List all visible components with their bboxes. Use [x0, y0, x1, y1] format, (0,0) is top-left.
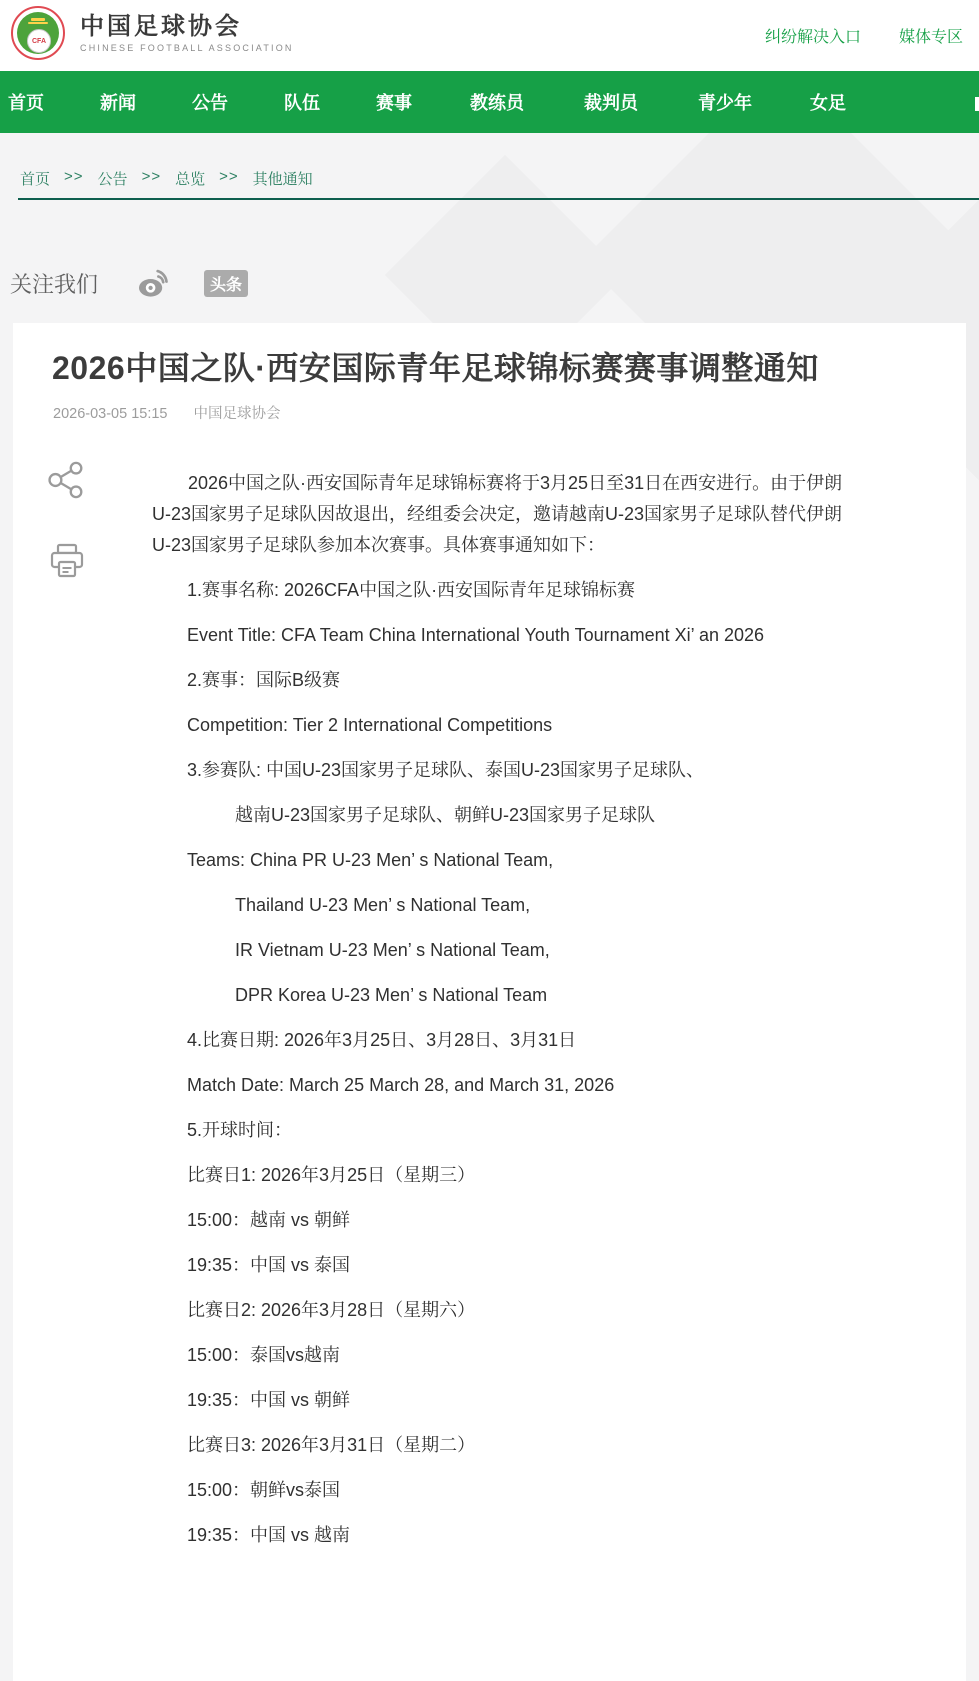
- notice-line: 1.赛事名称: 2026CFA中国之队·西安国际青年足球锦标赛: [187, 580, 636, 600]
- notice-line: 2.赛事：国际B级赛: [187, 670, 341, 690]
- breadcrumb-item-其他通知[interactable]: 其他通知: [252, 171, 313, 188]
- notice-line: 越南U-23国家男子足球队、朝鲜U-23国家男子足球队: [235, 805, 656, 825]
- article-title: 2026中国之队·西安国际青年足球锦标赛赛事调整通知: [52, 350, 819, 386]
- breadcrumb-separator: >>: [141, 168, 162, 185]
- article-meta: [53, 402, 281, 423]
- nav-item-裁判员[interactable]: 裁判员: [584, 93, 638, 113]
- nav-item-首页[interactable]: 首页: [8, 93, 44, 113]
- article-source: 中国足球协会: [193, 406, 281, 422]
- notice-line: 19:35：中国 vs 朝鲜: [187, 1390, 351, 1410]
- intro-line: U-23国家男子足球队参加本次赛事。具体赛事通知如下：: [152, 535, 606, 555]
- nav-item-队伍[interactable]: 队伍: [284, 93, 320, 113]
- nav-item-赛事[interactable]: 赛事: [376, 93, 412, 113]
- notice-line: DPR Korea U-23 Men’ s National Team: [235, 985, 548, 1005]
- weibo-icon[interactable]: [136, 266, 172, 300]
- print-icon[interactable]: [47, 541, 87, 581]
- article-tools: [47, 461, 87, 581]
- nav-item-教练员[interactable]: 教练员: [470, 93, 524, 113]
- logo-text: [80, 14, 294, 53]
- notice-line: IR Vietnam U-23 Men’ s National Team,: [235, 940, 550, 960]
- breadcrumb-item-公告[interactable]: 公告: [97, 171, 128, 188]
- header-link-0[interactable]: 纠纷解决入口: [764, 29, 861, 46]
- notice-line: 15:00：朝鲜vs泰国: [187, 1480, 341, 1500]
- follow-us-row: [10, 266, 248, 300]
- intro-line: 2026中国之队·西安国际青年足球锦标赛将于3月25日至31日在西安进行。由于伊朗: [188, 473, 843, 493]
- notice-line: 15:00：泰国vs越南: [187, 1345, 341, 1365]
- cfa-emblem-icon: [10, 4, 66, 62]
- intro-line: U-23国家男子足球队因故退出，经组委会决定，邀请越南U-23国家男子足球队替代伊朗: [152, 504, 843, 524]
- article-body: [152, 468, 897, 1551]
- notice-line: Thailand U-23 Men’ s National Team,: [235, 895, 531, 915]
- notice-line: 15:00：越南 vs 朝鲜: [187, 1210, 351, 1230]
- intro-paragraph: [152, 468, 897, 561]
- nav-items: [0, 89, 874, 115]
- notice-line: Competition: Tier 2 International Competitions: [187, 715, 553, 735]
- breadcrumb-item-首页[interactable]: 首页: [20, 171, 51, 188]
- notice-line: 19:35：中国 vs 越南: [187, 1525, 351, 1545]
- header-link-1[interactable]: 媒体专区: [898, 29, 963, 46]
- notice-lines: [152, 575, 897, 1551]
- notice-line: 比赛日1: 2026年3月25日（星期三）: [187, 1165, 476, 1185]
- share-icon[interactable]: [47, 461, 85, 499]
- follow-us-label: 关注我们: [10, 271, 99, 297]
- breadcrumb-separator: >>: [64, 168, 84, 185]
- nav-item-partial: [975, 97, 979, 111]
- notice-line: Match Date: March 25 March 28, and March 31, 2026: [187, 1075, 615, 1095]
- nav-item-青少年[interactable]: 青少年: [698, 93, 752, 113]
- notice-line: 比赛日3: 2026年3月31日（星期二）: [187, 1435, 476, 1455]
- notice-line: 4.比赛日期: 2026年3月25日、3月28日、3月31日: [187, 1030, 577, 1050]
- cfa-emblem-text: CFA: [32, 37, 46, 45]
- site-header: [0, 0, 979, 71]
- notice-line: 19:35：中国 vs 泰国: [187, 1255, 351, 1275]
- nav-item-新闻[interactable]: 新闻: [100, 93, 136, 113]
- breadcrumb: [20, 168, 313, 189]
- notice-line: 3.参赛队: 中国U-23国家男子足球队、泰国U-23国家男子足球队、: [187, 760, 705, 780]
- nav-item-公告[interactable]: 公告: [192, 93, 228, 113]
- main-nav: [0, 71, 979, 133]
- header-links: [765, 24, 963, 47]
- breadcrumb-item-总览[interactable]: 总览: [175, 171, 206, 188]
- breadcrumb-separator: >>: [219, 168, 239, 185]
- toutiao-text: 头条: [210, 276, 243, 294]
- site-title: 中国足球协会: [80, 12, 242, 40]
- notice-line: 比赛日2: 2026年3月28日（星期六）: [187, 1300, 476, 1320]
- cfa-logo[interactable]: [10, 4, 294, 62]
- toutiao-icon[interactable]: [204, 270, 248, 297]
- breadcrumb-divider: [18, 198, 979, 200]
- notice-line: 5.开球时间：: [187, 1120, 293, 1140]
- article-card: [13, 323, 966, 1681]
- article-date: 2026-03-05 15:15: [53, 406, 168, 422]
- notice-line: Teams: China PR U-23 Men’ s National Team,: [187, 850, 554, 870]
- nav-item-女足[interactable]: 女足: [810, 93, 846, 113]
- notice-line: Event Title: CFA Team China International Youth Tournament Xi’ an 2026: [187, 625, 765, 645]
- site-subtitle: CHINESE FOOTBALL ASSOCIATION: [80, 42, 294, 53]
